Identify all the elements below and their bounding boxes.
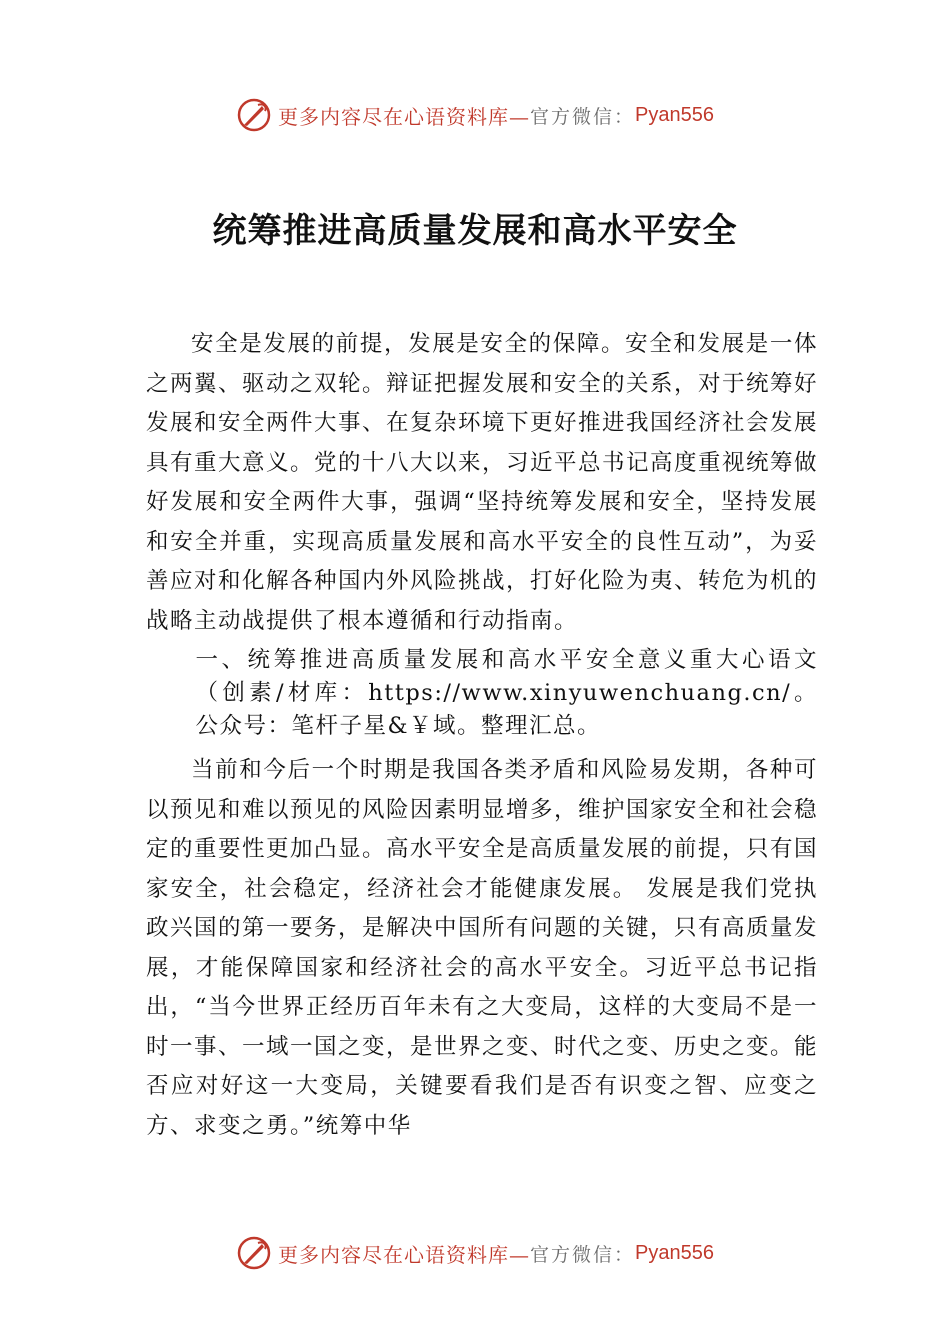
paragraph-section-1: 当前和今后一个时期是我国各类矛盾和风险易发期，各种可以预见和难以预见的风险因素明显增多，维护国家安全和社会稳定的重要性更加凸显。高水平安全是高质量发展的前提，只有国家安全，社会稳定，经济社会才能健康发展。 发展是我们党执政兴国的第一要务，是解决中国所有问题的关键，只有高质量发展，才能保障国家和经济社会的高水平安全。习近平总书记指出，“当今世界正经历百年未有之大变局，这样的大变局不是一时一事、一域一国之变，是世界之变、时代之变、历史之变。能否应对好这一大变局，关键要看我们是否有识变之智、应变之方、求变之勇。”统筹中华 — [146, 757, 819, 1139]
banner-text: 更多内容尽在心语资料库— — [278, 1242, 530, 1267]
banner-wechat-id: Pyan556 — [635, 1241, 714, 1264]
page-title: 统筹推进高质量发展和高水平安全 — [212, 211, 738, 251]
document-body — [146, 325, 818, 1146]
banner-wechat-id: Pyan556 — [635, 103, 714, 126]
quill-logo-icon — [236, 1235, 272, 1271]
banner-label: 官方微信： — [530, 105, 636, 128]
paragraph-intro: 安全是发展的前提，发展是安全的保障。安全和发展是一体之两翼、驱动之双轮。辩证把握发展和安全的关系，对于统筹好发展和安全两件大事、在复杂环境下更好推进我国经济社会发展具有重大意义。党的十八大以来，习近平总书记高度重视统筹做好发展和安全两件大事，强调“坚持统筹发展和安全，坚持发展和安全并重，实现高质量发展和高水平安全的良性互动”，为妥善应对和化解各种国内外风险挑战，打好化险为夷、转危为机的战略主动战提供了根本遵循和行动指南。 — [146, 331, 819, 634]
banner-label: 官方微信： — [530, 1243, 636, 1266]
header-watermark-banner — [0, 95, 950, 135]
section-heading-1: 一、统筹推进高质量发展和高水平安全意义重大心语文（创素/材库：https://www.xinyuwenchuang.cn/。公众号：笔杆子星&￥域。整理汇总。 — [195, 647, 818, 739]
quill-logo-icon — [236, 97, 272, 133]
footer-watermark-banner — [0, 1233, 950, 1273]
banner-text: 更多内容尽在心语资料库— — [278, 104, 530, 129]
